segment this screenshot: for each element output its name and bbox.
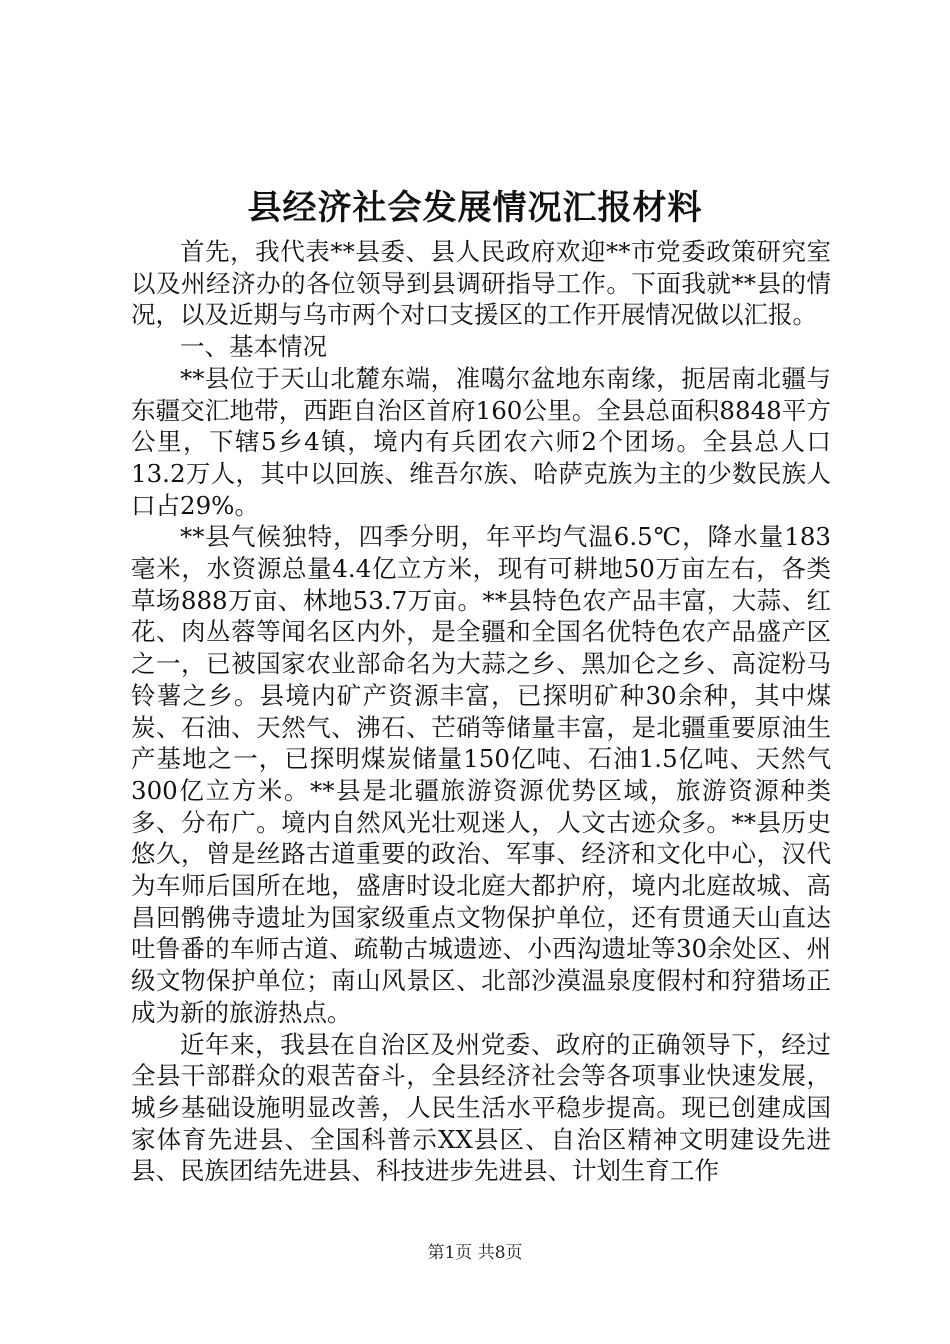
location-paragraph: **县位于天山北麓东端，准噶尔盆地东南缘，扼居南北疆与东疆交汇地带，西距自治区首府160公里。全县总面积8848平方公里，下辖5乡4镇，境内有兵团农六师2个团场。全县总人口13.2万人，其中以回族、维吾尔族、哈萨克族为主的少数民族人口占29%。 — [131, 363, 831, 520]
document-body — [131, 236, 831, 1187]
intro-paragraph: 首先，我代表**县委、县人民政府欢迎**市党委政策研究室以及州经济办的各位领导到县调研指导工作。下面我就**县的情况，以及近期与乌市两个对口支援区的工作开展情况做以汇报。 — [131, 237, 831, 330]
resources-paragraph: **县气候独特，四季分明，年平均气温6.5℃，降水量183毫米，水资源总量4.4亿立方米，现有可耕地50万亩左右，各类草场888万亩、林地53.7万亩。**县特色农产品丰富，大蒜、红花、肉丛蓉等闻名区内外，是全疆和全国名优特色农产品盛产区之一，已被国家农业部命名为大蒜之乡、黑加仑之乡、高淀粉马铃薯之乡。县境内矿产资源丰富，已探明矿种30余种，其中煤炭、石油、天然气、沸石、芒硝等储量丰富，是北疆重要原油生产基地之一，已探明煤炭储量150亿吨、石油1.5亿吨、天然气300亿立方米。**县是北疆旅游资源优势区域，旅游资源种类多、分布广。境内自然风光壮观迷人，人文古迹众多。**县历史悠久，曾是丝路古道重要的政治、军事、经济和文化中心，汉代为车师后国所在地，盛唐时设北庭大都护府，境内北庭故城、高昌回鹘佛寺遗址为国家级重点文物保护单位，还有贯通天山直达吐鲁番的车师古道、疏勒古城遗迹、小西沟遗址等30余处区、州级文物保护单位；南山风景区、北部沙漠温泉度假村和狩猎场正成为新的旅游热点。 — [131, 522, 831, 1027]
document-title: 县经济社会发展情况汇报材料 — [247, 188, 703, 228]
section-heading-basic-situation: 一、基本情况 — [180, 332, 327, 362]
page-number-footer: 第1页 共8页 — [427, 1243, 523, 1263]
development-paragraph: 近年来，我县在自治区及州党委、政府的正确领导下，经过全县干部群众的艰苦奋斗，全县经济社会等各项事业快速发展，城乡基础设施明显改善，人民生活水平稳步提高。现已创建成国家体育先进县、全国科普示XX县区、自治区精神文明建设先进县、民族团结先进县、科技进步先进县、计划生育工作 — [131, 1029, 831, 1186]
